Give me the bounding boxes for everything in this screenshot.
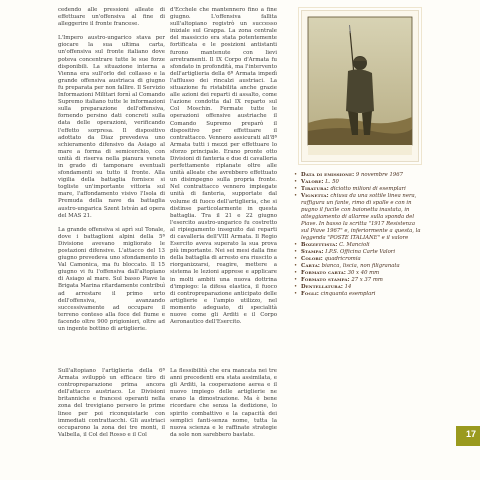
text-column-left-bottom: [58, 368, 165, 439]
spec-value: 30 x 40 mm: [345, 270, 380, 276]
spec-value: 9 novembre 1967: [354, 172, 403, 178]
spec-item: [294, 242, 424, 249]
text-column-left: [58, 7, 165, 333]
spec-label: Colori:: [301, 256, 323, 262]
spec-item: [294, 186, 424, 193]
spec-item: [294, 249, 424, 256]
spec-item: [294, 179, 424, 186]
spec-value: quadricromia: [322, 256, 361, 262]
page-number: 17: [465, 429, 476, 439]
spec-item: [294, 291, 424, 298]
spec-value: bianca, liscia, non filigranata: [320, 263, 400, 269]
spec-label: Tiratura:: [301, 186, 329, 192]
spec-label: Dentellatura:: [301, 284, 343, 290]
stamp-specifications-list: [294, 172, 424, 298]
spec-value: diciotto milioni di esemplari: [328, 186, 406, 192]
text-column-middle: [170, 7, 277, 326]
spec-item: [294, 277, 424, 284]
spec-value: C. Mancioli: [337, 242, 370, 248]
spec-item: [294, 172, 424, 179]
spec-label: Formato stampa:: [301, 277, 350, 283]
spec-item: [294, 263, 424, 270]
spec-item: [294, 270, 424, 277]
spec-label: Formato carta:: [301, 270, 346, 276]
spec-value: I.P.S. Officina Carte Valori: [323, 249, 396, 255]
paragraph: La flessibilità che era mancata nei tre anni precedenti era stata assimilata, e gli Arditi, la cooperazione aerea e il nuovo impiego delle artiglierie ne erano la dimostrazione. Ma è bene ricordare che senza la dedizione, lo spirito combattivo e la capacità dei semplici fanti-senza nome, tutta la nuova scienza e le raffinate strategie da sole non sarebbero bastate.: [170, 368, 277, 438]
spec-label: Data di emissione:: [301, 172, 355, 178]
paragraph: La grande offensiva si aprì sul Tonale, dove i battaglioni alpini della 5ª Divisione avevano migliorato le postazioni difensive. L'attacco del 13 giugno prevedeva uno sfondamento in Val Camonica, ma fu bloccato. Il 15 giugno vi fu l'offensiva dall'altopiano di Asiago al mare. Sul basso Piave la Brigata Marina ritardamente contribuì ad arrestare il primo urto dell'offensiva, avanzando successivamente ad occupare il terreno conteso alla foce del fiume e facendo oltre 900 prigionieri, oltre ad un ingente bottino di artiglierie.: [58, 226, 165, 333]
paragraph: Sull'altopiano l'artiglieria della 6ª Armata sviluppò un efficace tiro di contropreparazione prima ancora dell'attacco austriaco. Le Divisioni britanniche e francesi operanti nella zona del trevigiano persero le prime linee per poi riconquistarle con immediati contrattacchi. Gli austriaci occuparono la zona dei tre monti, il Valbella, il Col del Rosso e il Col: [58, 368, 165, 438]
spec-label: Valore:: [301, 179, 324, 185]
spec-label: Vignetta:: [301, 193, 329, 199]
paragraph: L'Impero austro-ungarico stava per giocare la sua ultima carta, un'offensiva sul fronte italiano dove poteva concentrare tutte le sue forze disponibili. La situazione interna a Vienna era sull'orlo del collasso e la grande offensiva austriaca di giugno fu preparata per non fallire. Il Servizio Informazioni Militari fornì al Comando Supremo italiano tutte le informazioni sulla preparazione dell'offensiva, fornendo persino dati concreti sulla data delle operazioni, verificando l'effetto sorpresa. Il dispositivo adottato da Diaz prevedeva uno schieramento difensivo da Asiago al mare a forma di semicerchio, con unità di riserva nella pianura veneta in grado di tamponare eventuali sfondamenti su tutto il fronte. Alla vigilia della battaglia fornisce si togliste un'importante vittoria sul mare, l'affondamento visivo l'Isola di Premuda della nave da battaglia austro-ungarica Szent István ad opera del MAS 21.: [58, 35, 165, 219]
paragraph: cedendo alle pressioni alleate di effettuare un'offensiva al fine di alleggerire il fronte francese.: [58, 7, 165, 28]
spec-item: [294, 256, 424, 263]
spec-item: [294, 284, 424, 291]
text-column-middle-bottom: [170, 368, 277, 439]
spec-value: cinquanta esemplari: [318, 291, 376, 297]
spec-value: 27 x 37 mm: [349, 277, 383, 283]
soldier-illustration: [302, 11, 418, 161]
paragraph: d'Ecchele che mantennero fino a fine giugno. L'offensiva fallita sull'altopiano registrò un successo iniziale sul Grappa. La zona centrale del massiccio era stata potentemente fortificata e le posizioni antistanti furono mantenute con lievi arretramenti. Il IX Corpo d'Armata fu sfondato in profondità, ma l'intervento dell'artiglieria della 6ª Armata impedì l'afflusso dei rincalzi austriaci. La situazione fu ristabilita anche grazie alle azioni dei reparti di assalto, come l'azione condotta dal IX reparto sul Col Moschin. Fermate tutte le operazioni offensive austriache il Comando Supremo preparò il dispositivo per effettuare il contrattacco. Vennero assicurati all'8ª Armata tutti i mezzi per effettuare lo sforzo principale. Erano pronte otto Divisioni di fanteria e due di cavalleria perfettamente riplanate oltre alle unità alleate che avrebbero effettuato un disimpegno sulla propria fronte. Nel contrattacco vennero impiegate unità di fanteria, supportate dal volume di fuoco dell'artiglieria, che si distinse particolarmente in questa battaglia. Tra il 21 e 22 giugno l'esercito austro-ungarico fu costretto al ripiegamento inseguito dai reparti di cavalleria dell'VIII Armata. Il Regio Esercito aveva superato la sua prova più importante. Nei sei mesi dalla fine della battaglia di arresto era riuscito a riorganizzarsi, reagire, mettere a sistema le lezioni apprese e applicare in molti ambiti una nuova dottrina d'impiego: la difesa elastica, il fuoco di contropreparazione anticipato delle artiglierie e l'ampio utilizzo, nel momento adeguato, di specialità nuove come gli Arditi e il Corpo Aeronautico dell'Esercito.: [170, 7, 277, 326]
spec-value: chiusa da una sottile linea nera, raffigura un fante, rimo di spalle e con in pugno il fucile con baionetta inastata, in atteggiamento di allarme sulla sponda del Piave. In basso la scritta "1917 Resistenza sul Piave 1967" e, inferiormente a questa, la leggenda "POSTE ITALIANE" e il valore: [301, 193, 421, 241]
spec-label: Stampa:: [301, 249, 324, 255]
spec-label: Fogli:: [301, 291, 319, 297]
spec-label: Carta:: [301, 263, 320, 269]
spec-value: 14: [342, 284, 352, 290]
spec-label: Bozzettista:: [301, 242, 338, 248]
spec-value: L. 50: [323, 179, 339, 185]
postage-stamp-image: [301, 10, 419, 162]
spec-item: [294, 193, 424, 242]
